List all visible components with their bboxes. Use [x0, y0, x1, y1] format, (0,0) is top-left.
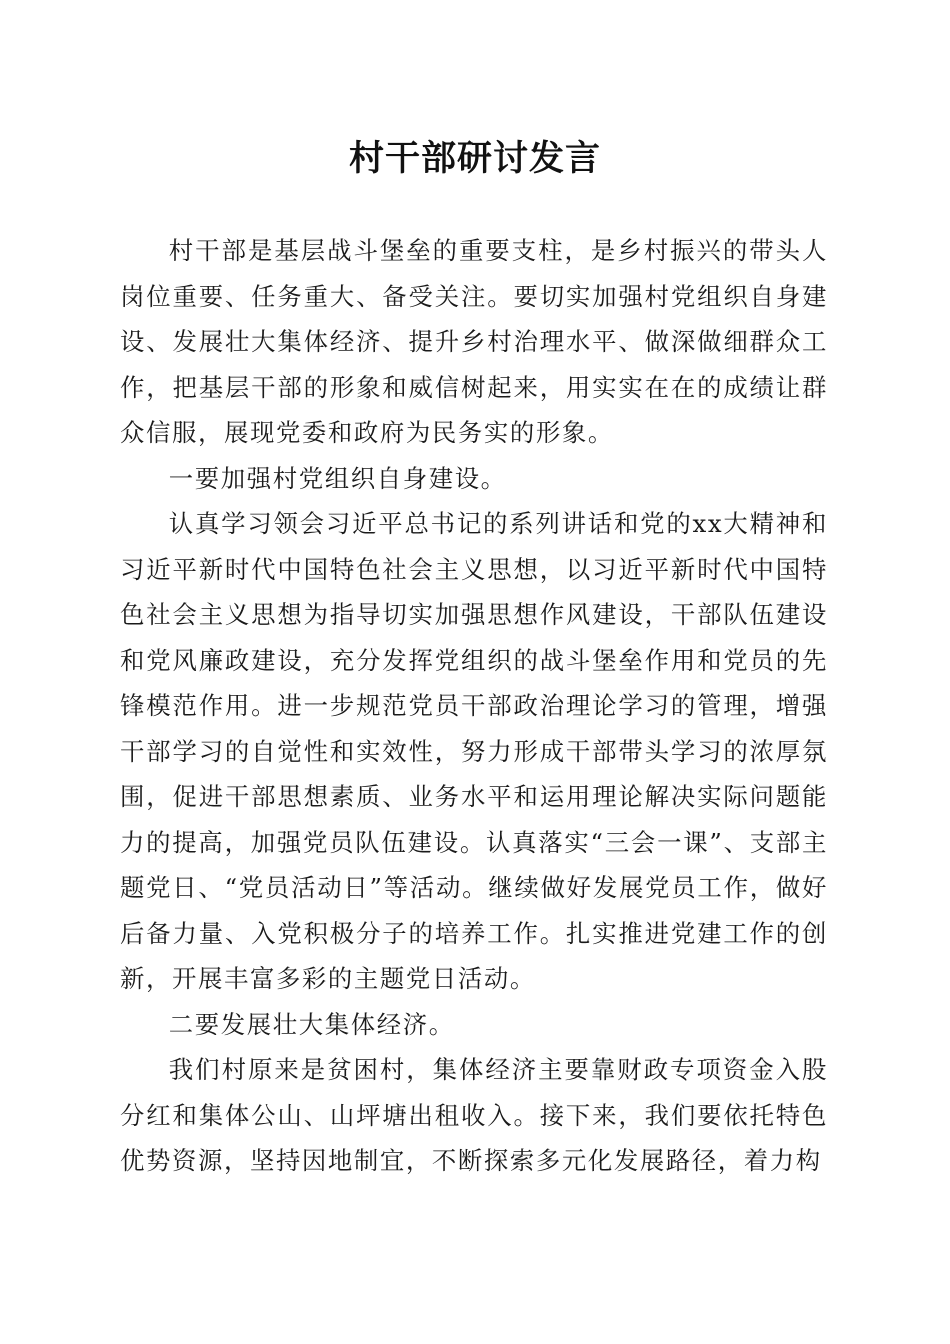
document-body [120, 228, 828, 1184]
paragraph-intro: 村干部是基层战斗堡垒的重要支柱，是乡村振兴的带头人岗位重要、任务重大、备受关注。要切实加强村党组织自身建设、发展壮大集体经济、提升乡村治理水平、做深做细群众工作，把基层干部的形象和威信树起来，用实实在在的成绩让群众信服，展现党委和政府为民务实的形象。 [120, 236, 828, 447]
paragraph-party-building: 认真学习领会习近平总书记的系列讲话和党的xx大精神和习近平新时代中国特色社会主义思想，以习近平新时代中国特色社会主义思想为指导切实加强思想作风建设，干部队伍建设和党风廉政建设，充分发挥党组织的战斗堡垒作用和党员的先锋模范作用。进一步规范党员干部政治理论学习的管理，增强干部学习的自觉性和实效性，努力形成干部带头学习的浓厚氛围，促进干部思想素质、业务水平和运用理论解决实际问题能力的提高，加强党员队伍建设。认真落实“三会一课”、支部主题党日、“党员活动日”等活动。继续做好发展党员工作，做好后备力量、入党积极分子的培养工作。扎实推进党建工作的创新，开展丰富多彩的主题党日活动。 [120, 509, 828, 993]
section-heading-2: 二要发展壮大集体经济。 [168, 1009, 455, 1039]
section-heading-1: 一要加强村党组织自身建设。 [168, 463, 507, 493]
paragraph-collective-economy: 我们村原来是贫困村，集体经济主要靠财政专项资金入股分红和集体公山、山坪塘出租收入。接下来，我们要依托特色优势资源，坚持因地制宜，不断探索多元化发展路径，着力构 [120, 1055, 828, 1175]
document-title: 村干部研讨发言 [348, 138, 601, 179]
